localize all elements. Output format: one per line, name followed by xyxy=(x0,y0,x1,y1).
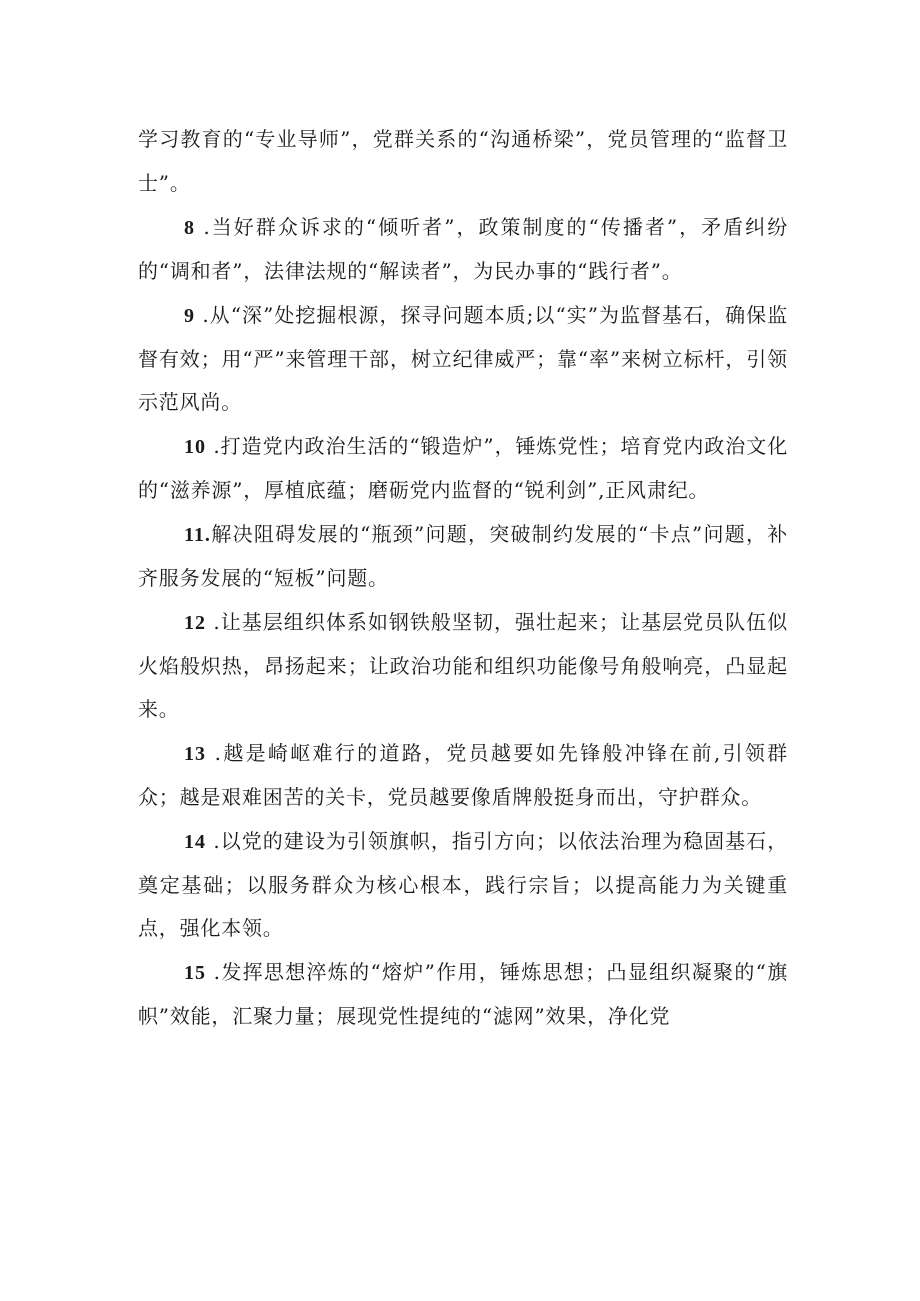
paragraph-number: 10 xyxy=(184,436,206,458)
paragraph-text: 解决阻碍发展的“瓶颈”问题，突破制约发展的“卡点”问题，补齐服务发展的“短板”问题。 xyxy=(138,522,788,590)
paragraph-8 xyxy=(138,206,788,293)
paragraph-13 xyxy=(138,732,788,819)
paragraph-number: 12 xyxy=(184,612,206,634)
paragraph-text: .发挥思想淬炼的“熔炉”作用，锤炼思想；凸显组织凝聚的“旗帜”效能，汇聚力量；展现党性提纯的“滤网”效果，净化党 xyxy=(138,960,788,1028)
paragraph-number: 15 xyxy=(184,962,206,984)
paragraph-text: 学习教育的“专业导师”，党群关系的“沟通桥梁”，党员管理的“监督卫士”。 xyxy=(138,127,788,195)
paragraph-10 xyxy=(138,425,788,512)
paragraph-12 xyxy=(138,601,788,731)
paragraph-11 xyxy=(138,513,788,600)
paragraph-text: .越是崎岖难行的道路，党员越要如先锋般冲锋在前,引领群众；越是艰难困苦的关卡，党员越要像盾牌般挺身而出，守护群众。 xyxy=(138,741,788,809)
paragraph-15 xyxy=(138,951,788,1038)
paragraph-text: .从“深”处挖掘根源，探寻问题本质;以“实”为监督基石，确保监督有效；用“严”来管理干部，树立纪律威严；靠“率”来树立标杆，引领示范风尚。 xyxy=(138,303,788,414)
document-body xyxy=(138,118,788,1039)
paragraph-14 xyxy=(138,820,788,950)
paragraph-text: .以党的建设为引领旗帜，指引方向；以依法治理为稳固基石，奠定基础；以服务群众为核心根本，践行宗旨；以提高能力为关键重点，强化本领。 xyxy=(138,829,788,940)
paragraph-number: 13 xyxy=(184,743,206,765)
paragraph-9 xyxy=(138,294,788,424)
paragraph-continued xyxy=(138,118,788,205)
paragraph-text: .打造党内政治生活的“锻造炉”，锤炼党性；培育党内政治文化的“滋养源”，厚植底蕴；磨砺党内监督的“锐利剑”,正风肃纪。 xyxy=(138,434,788,502)
paragraph-number: 8 xyxy=(184,217,195,239)
paragraph-number: 9 xyxy=(184,305,195,327)
paragraph-number: 14 xyxy=(184,831,206,853)
paragraph-text: .让基层组织体系如钢铁般坚韧，强壮起来；让基层党员队伍似火焰般炽热，昂扬起来；让政治功能和组织功能像号角般响亮，凸显起来。 xyxy=(138,610,788,721)
paragraph-number: 11. xyxy=(184,524,211,546)
paragraph-text: .当好群众诉求的“倾听者”，政策制度的“传播者”，矛盾纠纷的“调和者”，法律法规的“解读者”，为民办事的“践行者”。 xyxy=(138,215,788,283)
